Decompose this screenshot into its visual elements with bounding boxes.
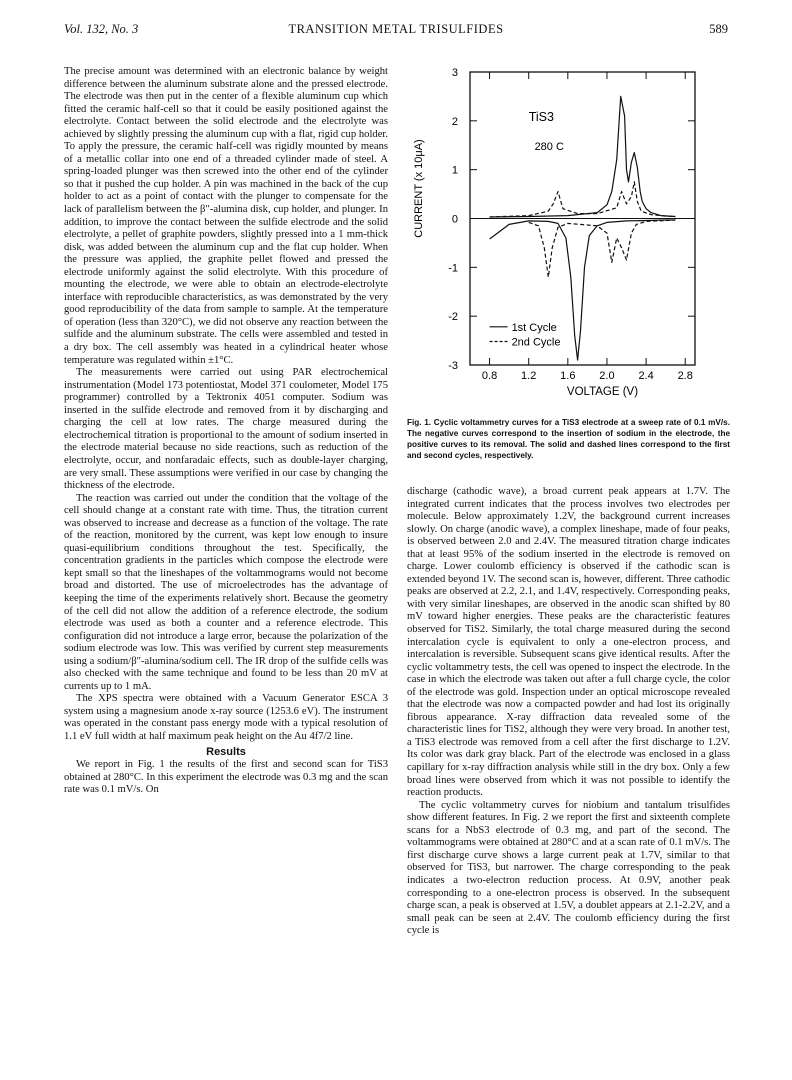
series-first-cycle-charge <box>490 96 676 217</box>
series-layer <box>490 96 676 360</box>
paragraph: The XPS spectra were obtained with a Vacuum Generator ESCA 3 system using a magnesium anode x-ray source (1253.6 eV). The instrument was operated in the constant pass energy mode with a typical resolution of 1.1 eV full width at half maximum peak height on the Au 4f7/2 line. <box>64 693 388 742</box>
paragraph: The reaction was carried out under the condition that the voltage of the cell should change at a constant rate with time. Thus, the titration current was observed to increase and decrease as a function of the voltage. The rate of the reaction, monitored by the current, was kept low enough to insure quasi-equilibrium conditions throughout the test. Specifically, the concentration gradients in the particles which compose the electrode were kept small so that the lineshapes of the voltammograms would not become broad and distorted. The use of microelectrodes has the advantage of keeping the time of the experiments relatively short. Because the geometry of the cell did not allow the addition of a reference electrode, the sodium electrode was used as both a counter and a reference electrode. This configuration did not introduce a large error, because the polarization of the sodium electrode was low. This was verified by current step measurements using a sodium/β″-alumina/sodium cell. The IR drop of the sulfide cells was also checked with the same technique and found to be less than 20 mV at currents up to 1 mA. <box>64 492 388 692</box>
annotation-temperature: 280 C <box>534 141 564 154</box>
series-second-cycle-charge <box>490 182 676 217</box>
series-second-cycle-discharge <box>529 220 676 277</box>
legend-label-first-cycle: 1st Cycle <box>511 321 557 334</box>
x-tick-label: 2.8 <box>677 370 693 382</box>
figure-1 <box>400 60 740 398</box>
paragraph: The cyclic voltammetry curves for niobium and tantalum trisulfides show different features. In Fig. 2 we report the first and sixteenth complete scans for a NbS3 electrode of 0.3 mg, and part of the second. The voltammograms were obtained at 280°C and at a scan rate of 0.1 mV/s. The first discharge curve shows a large current peak at 1.7V, similar to that observed for TiS3, but narrower. The charge corresponding to the peak indicates a two-electron reduction process. At 0.9V, another peak corresponding to a one-electron process is observed. In the subsequent charge scan, a peak is observed at 1.5V, a doublet appears at 2.1-2.2V, and a small peak can be seen at 2.4V. The coulomb efficiency during the first cycle is <box>407 799 730 937</box>
tick-layer <box>470 72 695 365</box>
x-axis-label: VOLTAGE (V) <box>566 386 639 398</box>
y-tick-label: 1 <box>451 164 458 177</box>
x-tick-label: 1.2 <box>521 370 537 382</box>
y-tick-label: 2 <box>451 115 458 128</box>
figure-caption: Fig. 1. Cyclic voltammetry curves for a TiS3 electrode at a sweep rate of 0.1 mV/s. The negative curves correspond to the insertion of sodium in the electrode, the positive curves to its removal. The solid and dashed lines correspond to the first and second cycles, respectively. <box>407 418 730 460</box>
y-axis-label: CURRENT (x 10μA) <box>413 139 425 238</box>
right-column <box>407 486 730 938</box>
page-number: 589 <box>709 22 728 36</box>
y-tick-label: -3 <box>448 360 458 372</box>
running-header <box>64 22 728 40</box>
x-tick-label: 2.0 <box>599 370 615 382</box>
x-tick-label: 0.8 <box>481 370 498 382</box>
paragraph: The measurements were carried out using PAR electrochemical instrumentation (Model 173 potentiostat, Model 371 coulometer, Model 175 programmer) controlled by a Tektronix 4051 computer. Sodium was inserted in the sulfide electrode and removed from it by discharging and charging the cell at low rates. The charge measured during the electrochemical titration is proportional to the amount of sodium inserted in the electrode material because no side reactions, such as reduction of the electrolyte, occur, and nonfaradaic effects, such as double-layer charging, are very small. These assumptions were verified in our case by changing the thickness of the electrode. <box>64 367 388 492</box>
journal-volume: Vol. 132, No. 3 <box>64 22 139 36</box>
y-tick-label: -2 <box>448 311 458 324</box>
x-tick-label: 2.4 <box>638 370 654 382</box>
running-title: TRANSITION METAL TRISULFIDES <box>288 22 504 36</box>
legend-label-second-cycle: 2nd Cycle <box>511 336 561 349</box>
y-tick-label: -1 <box>448 262 458 275</box>
annotation-compound: TiS3 <box>528 109 554 124</box>
section-heading-results: Results <box>206 745 246 758</box>
y-tick-label: 0 <box>451 213 458 226</box>
cyclic-voltammetry-chart <box>400 60 740 398</box>
y-tick-label: 3 <box>451 67 458 79</box>
label-layer <box>413 67 693 398</box>
x-tick-label: 1.6 <box>560 370 576 382</box>
paragraph: We report in Fig. 1 the results of the first and second scan for TiS3 obtained at 280°C. In this experiment the electrode was 0.3 mg and the scan rate was 0.1 mV/s. On <box>64 759 388 796</box>
left-column <box>64 66 388 797</box>
paragraph: discharge (cathodic wave), a broad current peak appears at 1.7V. The integrated current indicates that the process involves two electrodes per molecule. Below approximately 1.2V, the background current increases slowly. On charge (anodic wave), a complex lineshape, made of four peaks, is observed between 2.0 and 2.4V. The measured titration charge indicates that at least 95% of the sodium inserted in the electrode is removed on charge. Lower coulomb efficiency is observed if the cathodic scan is extended beyond 1V. The second scan is, however, different. Three cathodic peaks are observed at 2.2, 2.1, and 1.4V, respectively. Corresponding peaks, with very similar lineshapes, are observed in the anodic scan shifted by 80 mV toward higher energies. These peaks are the characteristic features observed for TiS2. Similarly, the total charge measured during the second intercalation cycle is equivalent to only a one-electron process, and intercalation is reversible. Subsequent scans give identical results. After the cyclic voltammetry tests, the cell was opened to inspect the electrode. In the case in which the electrode was taken out after a full charge cycle, the color of the electrode was gold. Inspection under an optical microscope revealed that the electrode was now a compacted powder and had lost its originally fibrous appearance. X-ray diffraction data revealed some of the characteristic lines for TiS2, although they were very broad. In another test, a TiS3 electrode was removed from a cell after the first discharge to 1.2V. Its color was dark gray black. Part of the electrode was enclosed in a glass capillary for x-ray diffraction analysis while still in the dry box. Only a few broad lines were observed from which it was not possible to identify the reaction products. <box>407 486 730 799</box>
paragraph: The precise amount was determined with an electronic balance by weight difference between the aluminum substrate alone and the pressed electrode. The electrode was then put in the center of a flexible aluminum cup which fitted the ceramic half-cell so that it could be easily positioned against the electrolyte. Contact between the solid electrode and the electrolyte was achieved by slightly pressing the aluminum cup with a flat, rigid cup holder. To apply the pressure, the ceramic half-cell was rigidly mounted by means of a metallic collar into one end of a threaded cylinder made of steel. A spring-loaded plunger was then screwed into the other end of the cylinder so that it pushed the cup holder. A pin was machined in the back of the cup holder to act as a point of contact with the plunger to compensate for the lack of parallelism between the β″-alumina disk, cup holder, and plunger. In addition, to improve the contact between the sulfide electrode and the solid electrolyte, a pellet of graphite powders, slightly pressed into a 1 mm-thick disk, was added between the aluminum cup and the flat cup holder. When the pressure was applied, the graphite pellet flowed and pressed the electrode uniformly against the solid electrolyte. With this procedure of mounting the electrode, we were able to obtain an electrode-electrolyte interface with reproducible characteristics, as was demonstrated by the very good reproducibility of the data from sample to sample. At the temperature of operation (less than 320°C), we did not observe any reaction between the sulfide and the aluminum substrate. The cells were assembled and tested in a dry box. The cell assembly was heated in a cylindrical heater whose temperature was regulated within ±1°C. <box>64 66 388 366</box>
